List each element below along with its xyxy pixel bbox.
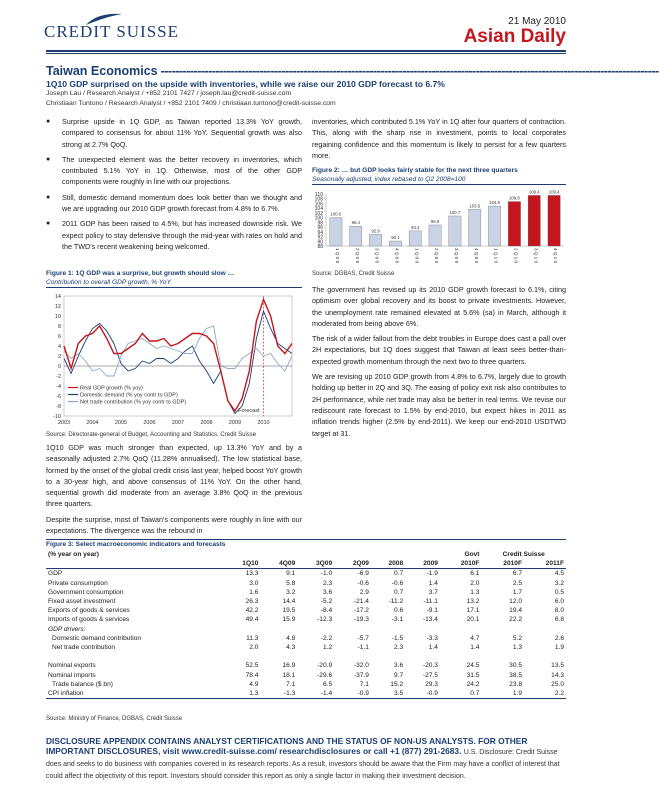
table-cell: 25.0	[551, 680, 564, 688]
x-tick-label: 3 Q 1 0	[533, 248, 539, 264]
figure2-title: Figure 2: … but GDP looks fairly stable for the next three quarters	[312, 167, 518, 174]
table-cell	[297, 652, 334, 661]
table-cell: -19.3	[353, 616, 369, 624]
table-cell: 13.3	[245, 570, 259, 578]
table-cell: 3.0	[249, 579, 259, 587]
table-row	[46, 643, 566, 652]
x-tick-label: 2007	[171, 420, 185, 426]
bar-value-label: 100.0	[330, 211, 342, 217]
y-tick-label: 108	[314, 196, 323, 203]
y-tick-label: 0	[57, 364, 61, 370]
table-cell: 24.5	[466, 662, 480, 670]
y-tick-label: -10	[53, 414, 61, 420]
table-cell: 1.4	[428, 644, 438, 652]
x-tick-label: 2008	[200, 420, 213, 426]
table-cell: 20.1	[466, 616, 480, 624]
table-cell: -0.6	[357, 579, 369, 587]
macro-indicators-table	[46, 550, 566, 699]
y-tick-label: 90	[317, 239, 323, 246]
table-cell: 19.4	[509, 607, 522, 615]
x-tick-label: 3 Q 0 9	[453, 248, 459, 264]
table-cell: 1.3	[470, 588, 480, 596]
table-cell: -20.9	[317, 662, 333, 670]
x-tick-label: 4 Q 1 0	[553, 248, 559, 264]
table-cell: -0.9	[357, 690, 369, 698]
table-cell: 3.5	[393, 690, 404, 698]
table-cell: 3.7	[428, 588, 438, 596]
figure2-source: Source: DGBAS, Credit Suisse	[312, 271, 395, 277]
left-bullets	[46, 116, 302, 256]
table-cell: -21.4	[353, 598, 369, 606]
table-cell	[481, 652, 524, 661]
legend-label: Domestic demand (% yoy contr to GDP)	[80, 392, 178, 399]
x-tick-label: 1 Q 0 8	[334, 248, 340, 264]
table-cell: -1.3	[283, 690, 296, 698]
table-cell: 0.7	[470, 690, 480, 698]
table-cell: -9.1	[426, 607, 438, 615]
bar	[488, 206, 500, 246]
table-row-label: Imports of goods & services	[48, 616, 130, 624]
table-cell: -13.4	[422, 616, 438, 624]
table-cell: 9.1	[286, 570, 296, 578]
figure1-subtitle: Contribution to overall GDP growth, % YoY	[46, 279, 302, 288]
table-cell: 2.9	[359, 588, 369, 596]
report-date: 21 May 2010	[508, 16, 566, 27]
table-cell: -12.3	[317, 616, 333, 624]
table-cell	[297, 625, 334, 634]
bar-value-label: 94.4	[411, 224, 420, 230]
table-cell: 3.2	[286, 588, 296, 596]
table-cell: -1.1	[357, 644, 369, 652]
table-cell: 13.2	[466, 598, 480, 606]
y-tick-label: -2	[56, 374, 61, 380]
author-line: Joseph Lau / Research Analyst / +852 2101 7427 / joseph.lau@credit-suisse.com	[46, 90, 292, 97]
legend-label: Real GDP growth (% yoy)	[80, 385, 143, 392]
table-cell: -5.2	[320, 598, 333, 606]
table-cell	[371, 625, 405, 634]
table-cell: 2.3	[393, 644, 404, 652]
bar-value-label: 96.9	[430, 218, 440, 224]
table-cell: 13.5	[551, 662, 564, 670]
table-column-header: 2010F	[460, 560, 480, 568]
table-cell	[481, 625, 524, 634]
header-rule-thin	[46, 53, 566, 54]
y-tick-label: 10	[54, 314, 61, 320]
table-row	[46, 579, 566, 588]
table-row	[46, 652, 566, 661]
bar	[350, 226, 362, 246]
bar-value-label: 92.9	[371, 228, 380, 234]
forecast-label: Forecast	[238, 408, 260, 414]
table-cell: 12.0	[509, 598, 522, 606]
right-paragraphs	[312, 284, 566, 439]
y-tick-label: 104	[314, 206, 323, 213]
table-cell: 2.0	[249, 644, 259, 652]
bar-value-label: 109.4	[528, 189, 540, 195]
bar-value-label: 106.8	[509, 195, 520, 201]
table-cell: 18.1	[282, 671, 296, 679]
x-tick-label: 2 Q 0 9	[434, 248, 440, 264]
table-cell: 4.8	[286, 634, 296, 642]
y-tick-label: 6	[57, 334, 61, 340]
body-paragraph: The risk of a wider fallout from the debt troubles in Europe does cast a pall over 2H expectations, but 1Q does suggest that Taiwan at least sees better-than-expected growth momentum through the next two to three quarters.	[312, 334, 566, 366]
disclosure-text: U.S. Disclosure: Credit Suisse does and seeks to do business with companies covered in its research reports. As a result, investors should be aware that the Firm may have a conflict of interest that could affect the objectivity of this report. Investors should consider this report as only a single factor in making their investment decision.	[46, 749, 560, 780]
bar-value-label: 104.9	[489, 200, 500, 206]
table-column-header: 4Q09	[279, 560, 296, 568]
table-row-label: CPI inflation	[48, 690, 84, 698]
table-cell	[524, 652, 566, 661]
table-cell: -0.6	[391, 579, 404, 587]
table-cell: 0.7	[393, 588, 404, 596]
y-tick-label: 88	[317, 244, 323, 250]
table-cell: 1.6	[249, 588, 259, 596]
disclosure-block	[46, 736, 566, 782]
table-cell: -3.1	[391, 616, 404, 624]
y-tick-label: 92	[317, 234, 323, 241]
table-cell: 1.3	[512, 644, 522, 652]
bar	[389, 241, 401, 246]
table-cell: 7.1	[286, 680, 296, 688]
table-row	[46, 661, 566, 670]
table-cell: 49.4	[245, 616, 259, 624]
figure1-title: Figure 1: 1Q GDP was a surprise, but growth should slow …	[46, 270, 235, 277]
table-cell: -29.6	[317, 671, 333, 679]
y-tick-label: -4	[56, 384, 61, 390]
table-cell: 1.4	[470, 644, 480, 652]
table-cell: 2.2	[554, 690, 564, 698]
table-cell: 4.9	[249, 680, 259, 688]
table-cell: 22.2	[509, 616, 522, 624]
table-cell: -1.4	[320, 690, 333, 698]
headline: 1Q10 GDP surprised on the upside with inventories, while we raise our 2010 GDP forecast to 6.7%	[46, 79, 445, 89]
bar	[409, 231, 421, 246]
y-tick-label: 14	[54, 294, 61, 300]
table-cell: 19.5	[282, 607, 296, 615]
table-row	[46, 680, 566, 689]
table-row-label: GDP	[48, 570, 63, 578]
bar	[330, 218, 342, 246]
table-cell	[440, 625, 482, 634]
disclosure-bold: DISCLOSURE APPENDIX CONTAINS ANALYST CERTIFICATIONS AND THE STATUS OF NON-US ANALYSTS. FOR OTHER IMPORTANT DISCLOSURES, visit www.credit-suisse.com/ researchdisclosures or call +1 (877) 291-2683.	[46, 736, 528, 756]
table-cell	[260, 625, 297, 634]
table-column-header: 2010F	[503, 560, 522, 568]
table-cell: 5.8	[286, 579, 296, 587]
table-cell: 2.0	[470, 579, 480, 587]
bar-value-label: 90.1	[391, 235, 400, 241]
author-line: Christiaan Tuntono / Research Analyst / +852 2101 7409 / christiaan.tuntono@credit-suisse.com	[46, 100, 336, 107]
table-cell: 2.3	[322, 579, 333, 587]
table-cell: 23.8	[509, 680, 522, 688]
table-column-header: 2009	[423, 560, 438, 568]
table-cell	[440, 652, 482, 661]
table-cell: 1.7	[512, 588, 522, 596]
bullet-item: ● The unexpected element was the better recovery in inventories, which contributed 5.1% YoY in 1Q. Otherwise, most of the other GDP components were roughly in line with our projections.	[46, 154, 302, 188]
x-tick-label: 4 Q 0 8	[394, 248, 400, 264]
table-cell: 1.2	[322, 644, 333, 652]
bar	[548, 195, 560, 246]
table-cell: 6.7	[512, 570, 522, 578]
table-cell: -5.7	[357, 634, 369, 642]
table-row	[46, 597, 566, 606]
y-tick-label: 106	[314, 201, 323, 208]
table-row-label: Domestic demand contribution	[52, 634, 142, 642]
table-row-label: Nominal imports	[48, 671, 96, 679]
table-group-header: Govt	[464, 551, 480, 558]
table-cell: 2.5	[512, 579, 522, 587]
x-tick-label: 2003	[57, 420, 71, 426]
figure2-bar-chart	[312, 190, 566, 264]
table-cell: 0.7	[393, 570, 404, 578]
table-cell: 24.2	[466, 680, 480, 688]
table-cell: -0.9	[426, 690, 438, 698]
credit-suisse-logo: CREDIT SUISSE	[44, 22, 180, 41]
x-tick-label: 2009	[228, 420, 242, 426]
table-cell: -2.2	[320, 634, 333, 642]
legend-label: Net trade contribution (% yoy contr to GDP)	[80, 399, 187, 406]
y-tick-label: 8	[57, 324, 61, 330]
table-row	[46, 689, 566, 699]
table-cell: 3.2	[554, 579, 564, 587]
bullet-item: ● Surprise upside in 1Q GDP, as Taiwan reported 13.3% YoY growth, compared to consensus for about 11% YoY. Sequential growth was also strong at 2.7% QoQ.	[46, 116, 302, 150]
y-tick-label: 4	[57, 344, 61, 350]
table-column-header: 2Q09	[352, 560, 369, 568]
table-cell: 6.5	[322, 680, 333, 688]
y-tick-label: 94	[317, 229, 323, 236]
table-row-label: Net trade contribution	[52, 644, 116, 652]
table-header-blank	[46, 559, 224, 569]
bar-value-label: 109.4	[548, 189, 560, 195]
table-cell: -1.0	[320, 570, 333, 578]
table-row-label: Trade balance ($ bn)	[52, 680, 113, 688]
table-row-label: Exports of goods & services	[48, 607, 130, 615]
x-tick-label: 2 Q 1 0	[513, 248, 519, 264]
table-cell: 52.5	[245, 662, 259, 670]
left-paragraphs	[46, 442, 302, 536]
header-rule	[46, 50, 566, 52]
table-cell: 4.3	[286, 644, 296, 652]
table-cell: 3.6	[322, 588, 333, 596]
bar-value-label: 100.7	[449, 209, 461, 215]
table-cell	[224, 625, 261, 634]
table-cell	[405, 652, 440, 661]
table-cell: 14.3	[551, 671, 564, 679]
bullet-item: ● 2011 GDP has been raised to 4.5%, but has increased downside risk. We expect policy to stay defensive through the mid-year with rates on hold and the TWD's recent weakening being welcomed.	[46, 218, 302, 252]
table-cell: -6.9	[357, 570, 369, 578]
table-cell: -3.3	[426, 634, 438, 642]
table-cell: 16.9	[282, 662, 296, 670]
table-cell: 17.1	[466, 607, 480, 615]
table-cell: 1.9	[512, 690, 522, 698]
table-cell: -8.4	[320, 607, 333, 615]
table-column-header: 3Q09	[315, 560, 333, 568]
x-tick-label: 2 Q 0 8	[354, 248, 360, 264]
table-cell: 4.5	[554, 570, 564, 578]
table-column-header: 2011F	[545, 560, 564, 568]
section-title: Taiwan Economics ----------------------------------------------------------------------------------------------------------------------------------------	[46, 64, 659, 78]
table-cell: 6.8	[554, 616, 564, 624]
bullet-item: ● Still, domestic demand momentum does look better than we thought and we are upgrading our 2010 GDP growth forecast from 4.8% to 6.7%.	[46, 192, 302, 215]
table-cell: 29.3	[425, 680, 438, 688]
y-tick-label: 2	[57, 354, 61, 360]
table-cell: 8.0	[554, 607, 564, 615]
table-cell	[260, 652, 297, 661]
figure2-subtitle: Seasonally adjusted, index rebased to Q2 2008=100	[312, 176, 566, 185]
bar	[449, 216, 461, 246]
table-row-label	[46, 652, 224, 661]
table-cell: 7.1	[359, 680, 369, 688]
x-tick-label: 3 Q 0 8	[374, 248, 380, 264]
table-column-headers	[46, 559, 566, 569]
table-row	[46, 569, 566, 579]
table-row-label: Nominal exports	[48, 662, 96, 670]
table-row	[46, 625, 566, 634]
table-cell: 26.3	[245, 598, 259, 606]
right-paragraph-1: inventories, which contributed 5.1% YoY in 1Q after four quarters of contraction. This, along with the sharp rise in investment, points to local corporates regaining confidence and this momentum is likely to persist for a few quarters more.	[312, 117, 566, 160]
table-column-header: 2008	[388, 560, 404, 568]
y-tick-label: 102	[314, 210, 323, 217]
table-row-label: Private consumption	[48, 579, 108, 587]
table-column-header: 1Q10	[242, 560, 259, 568]
y-tick-label: 12	[54, 304, 61, 310]
table-cell: 15.2	[390, 680, 404, 688]
table-cell: 15.9	[282, 616, 296, 624]
table-cell	[371, 652, 405, 661]
table-cell	[334, 652, 371, 661]
table-cell: -20.3	[422, 662, 438, 670]
bar	[528, 195, 540, 246]
table-row	[46, 588, 566, 597]
table-cell: 6.0	[554, 598, 564, 606]
table-cell: 0.5	[554, 588, 564, 596]
y-tick-label: 96	[317, 225, 323, 232]
table-cell: 14.4	[282, 598, 296, 606]
y-tick-label: 100	[314, 215, 323, 222]
x-tick-label: 1 Q 1 0	[493, 248, 499, 264]
table-cell: 42.2	[245, 607, 259, 615]
table-row-label: GDP drivers:	[48, 625, 86, 633]
bar	[429, 225, 441, 246]
table-group-header: Credit Suisse	[502, 551, 545, 558]
figure3-table-wrap	[46, 550, 566, 699]
table-cell: 11.3	[246, 634, 259, 642]
body-paragraph: 1Q10 GDP was much stronger than expected, up 13.3% YoY and by a seasonally adjusted 2.7% QoQ (11.28% annualised). The low statistical base, formed by the onset of the global credit crisis last year, helped boost YoY growth to a 30-year high, and above consensus of 11% YoY. On the other hand, sequential growth did moderate from an average 3.8% QoQ in the previous three quarters.	[46, 443, 302, 509]
table-cell: 78.4	[245, 671, 259, 679]
table-cell: -32.0	[353, 662, 369, 670]
table-cell: 30.5	[509, 662, 522, 670]
x-tick-label: 2005	[114, 420, 128, 426]
figure1-source: Source: Directorate-general of Budget, Accounting and Statistics, Credit Suisse	[46, 432, 257, 438]
table-cell: 9.7	[393, 671, 404, 679]
table-cell: -11.1	[423, 598, 438, 606]
table-row-label: Fixed asset investment	[48, 598, 116, 606]
body-paragraph: We are revising up 2010 GDP growth from 4.8% to 6.7%, largely due to growth holding up better in 2Q and 3Q. The easing of policy exit risk also contributes to 2H performance, while net trade may also be better in real terms. We revise our rediscount rate forecast to 1.5% by end-2010, but expect hikes in 2011 as inflation trends higher (2.5% by end-2011). We keep our end-2010 USDTWD target at 31.	[312, 372, 566, 438]
table-row	[46, 606, 566, 615]
y-tick-label: 98	[317, 220, 323, 227]
bar	[369, 234, 381, 246]
publication-title: Asian Daily	[463, 26, 566, 47]
table-unit-label: (% year on year)	[48, 551, 99, 558]
table-cell: 1.4	[428, 579, 438, 587]
bar	[508, 202, 520, 246]
body-paragraph: Despite the surprise, most of Taiwan's components were roughly in line with our expectations. The divergence was the rebound in	[46, 514, 302, 536]
table-cell: -17.2	[353, 607, 369, 615]
table-cell: -37.9	[353, 671, 369, 679]
table-cell: 1.9	[554, 644, 564, 652]
bar-value-label: 96.4	[351, 220, 360, 226]
table-row	[46, 634, 566, 643]
figure3-title: Figure 3: Select macroeconomic indicators and forecasts	[46, 539, 566, 548]
figure1-line-chart	[46, 292, 302, 432]
y-tick-label: -6	[56, 394, 61, 400]
table-cell	[405, 625, 440, 634]
table-cell: -1.5	[391, 634, 404, 642]
figure3-source: Source: Ministry of Finance, DGBAS, Credit Suisse	[46, 716, 183, 722]
x-tick-label: 2010	[257, 420, 270, 426]
table-cell: 3.6	[393, 662, 404, 670]
table-cell	[334, 625, 371, 634]
y-tick-label: 110	[315, 192, 323, 198]
table-row	[46, 671, 566, 680]
table-cell	[224, 652, 261, 661]
table-cell: 2.6	[554, 634, 564, 642]
x-tick-label: 2006	[143, 420, 156, 426]
table-row-label: Government consumption	[48, 588, 124, 596]
table-cell: 6.1	[470, 570, 480, 578]
y-tick-label: -8	[56, 404, 61, 410]
table-row	[46, 615, 566, 624]
x-tick-label: 2004	[86, 420, 99, 426]
table-cell: -11.2	[388, 598, 404, 606]
bar-value-label: 103.5	[469, 203, 481, 209]
table-cell: 4.7	[470, 634, 480, 642]
table-cell: -27.5	[422, 671, 438, 679]
table-cell: 5.2	[512, 634, 522, 642]
table-cell: 31.5	[466, 671, 480, 679]
x-tick-label: 1 Q 0 9	[414, 248, 420, 264]
table-cell: 0.6	[393, 607, 404, 615]
x-tick-label: 4 Q 0 9	[473, 248, 479, 264]
table-cell: -1.9	[426, 570, 438, 578]
table-cell: 1.3	[249, 690, 259, 698]
table-cell: 38.5	[509, 671, 522, 679]
table-cell	[524, 625, 566, 634]
bar	[469, 209, 481, 246]
body-paragraph: The government has revised up its 2010 GDP growth forecast to 6.1%, citing optimism over global recovery and its boost to private investments. However, the unemployment rate remained elevated at 5.6% (sa) in March, although it moderated from being above 6%.	[312, 285, 566, 328]
